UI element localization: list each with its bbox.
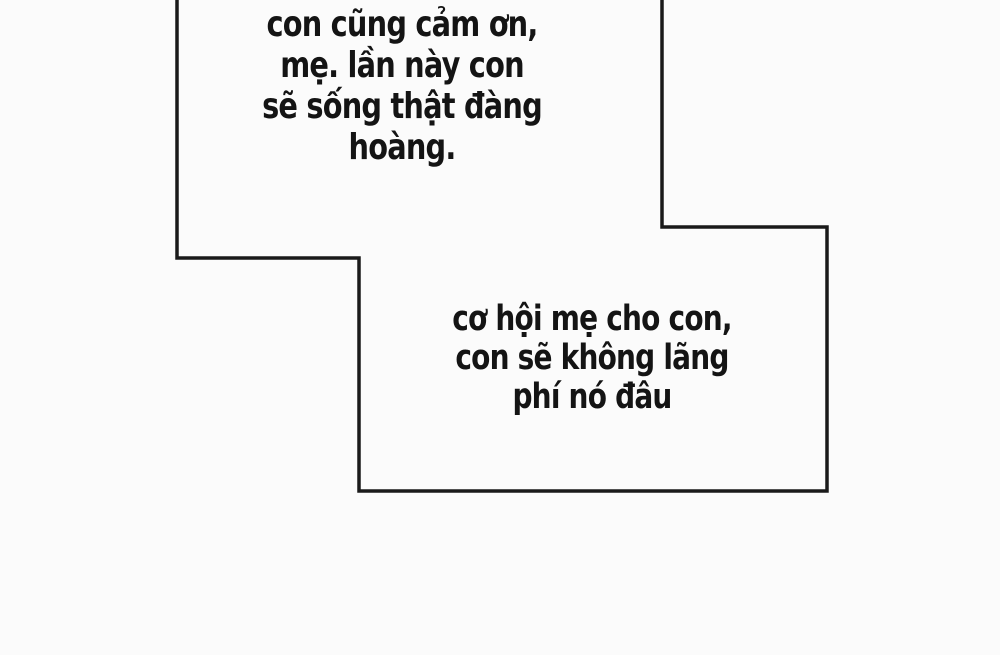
- speech-line: con sẽ không lãng: [455, 338, 729, 378]
- speech-line: phí nó đâu: [512, 377, 672, 417]
- speech-text-top: [242, 4, 562, 168]
- speech-line: sẽ sống thật đàng: [262, 86, 542, 127]
- speech-line: con cũng cảm ơn,: [266, 4, 538, 45]
- speech-text-bottom: [432, 300, 752, 417]
- speech-line: hoàng.: [348, 127, 456, 168]
- speech-line: mẹ. lần này con: [280, 45, 524, 86]
- speech-line: cơ hội mẹ cho con,: [452, 299, 732, 339]
